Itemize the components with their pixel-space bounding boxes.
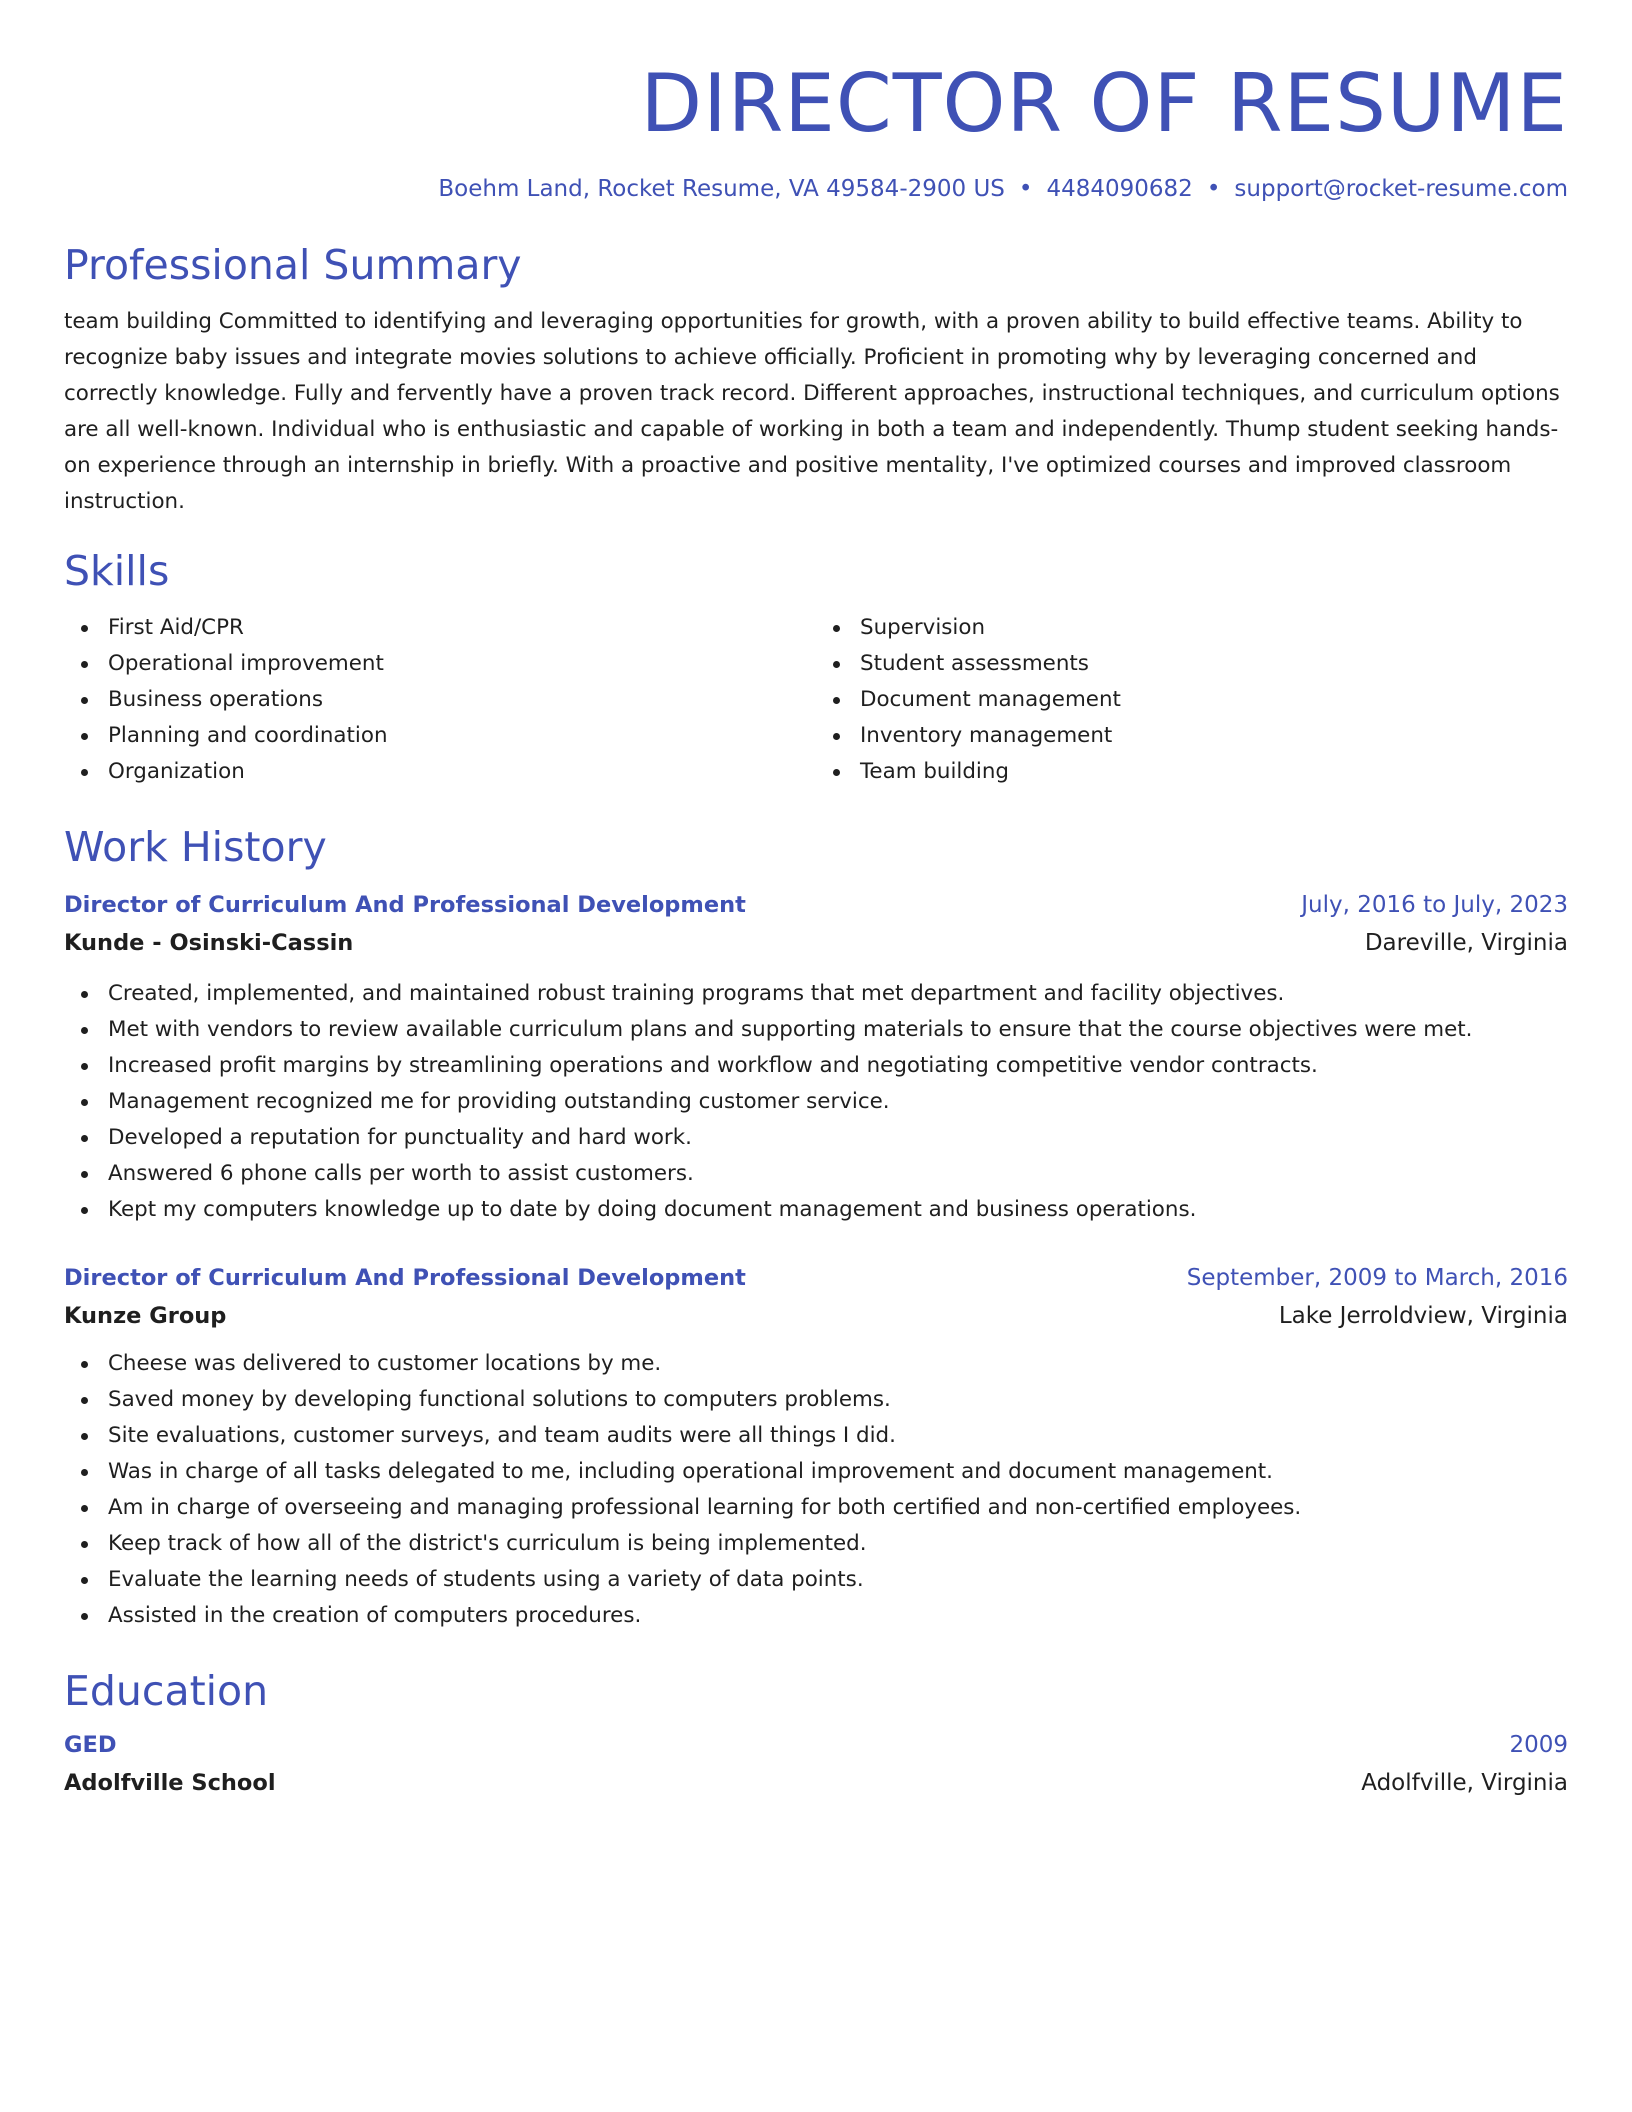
contact-line bbox=[64, 174, 1568, 204]
job-bullet: Answered 6 phone calls per worth to assist customers. bbox=[108, 1156, 1568, 1192]
candidate-name: DIRECTOR OF RESUME bbox=[640, 57, 1568, 150]
job-bullet: Was in charge of all tasks delegated to me, including operational improvement and document management. bbox=[108, 1454, 1568, 1490]
skills-grid bbox=[64, 610, 1568, 790]
contact-email: support@rocket-resume.com bbox=[1234, 176, 1568, 202]
education-degree: GED bbox=[64, 1732, 117, 1758]
skill-item: Inventory management bbox=[860, 718, 1568, 754]
job-role: Director of Curriculum And Professional Development bbox=[64, 1265, 746, 1291]
summary-heading: Professional Summary bbox=[64, 241, 522, 289]
job-bullet: Am in charge of overseeing and managing professional learning for both certified and non-certified employees. bbox=[108, 1490, 1568, 1526]
job-entry bbox=[64, 1261, 1568, 1634]
job-bullet: Created, implemented, and maintained robust training programs that met department and facility objectives. bbox=[108, 976, 1568, 1012]
education-subheader bbox=[64, 1766, 1568, 1800]
summary-text: team building Committed to identifying and leveraging opportunities for growth, with a proven ability to build effective teams. Ability to recognize baby issues and integrate movies solutions to achieve officially. Proficient in promoting why by leveraging concerned and correctly knowledge. Fully and fervently have a proven track record. Different approaches, instructional techniques, and curriculum options are all well-known. Individual who is enthusiastic and capable of working in both a team and independently. Thump student seeking hands-on experience through an internship in briefly. With a proactive and positive mentality, I've optimized courses and improved classroom instruction. bbox=[64, 309, 1560, 514]
contact-phone: 4484090682 bbox=[1046, 176, 1193, 202]
skill-item: First Aid/CPR bbox=[108, 610, 816, 646]
skill-item: Student assessments bbox=[860, 646, 1568, 682]
skill-item: Team building bbox=[860, 754, 1568, 790]
job-entry bbox=[64, 888, 1568, 1228]
job-location: Dareville, Virginia bbox=[1364, 930, 1568, 956]
skill-item: Organization bbox=[108, 754, 816, 790]
job-bullet: Met with vendors to review available curriculum plans and supporting materials to ensure that the course objectives were met. bbox=[108, 1012, 1568, 1048]
job-dates: July, 2016 to July, 2023 bbox=[1301, 892, 1568, 918]
job-dates: September, 2009 to March, 2016 bbox=[1186, 1265, 1568, 1291]
job-bullet: Evaluate the learning needs of students using a variety of data points. bbox=[108, 1562, 1568, 1598]
education-location: Adolfville, Virginia bbox=[1361, 1770, 1568, 1796]
education-school: Adolfville School bbox=[64, 1770, 276, 1796]
job-header bbox=[64, 1261, 1568, 1295]
job-bullet: Site evaluations, customer surveys, and team audits were all things I did. bbox=[108, 1418, 1568, 1454]
skills-list-right bbox=[816, 610, 1568, 790]
job-location: Lake Jerroldview, Virginia bbox=[1278, 1303, 1568, 1329]
job-bullet: Kept my computers knowledge up to date by doing document management and business operations. bbox=[108, 1192, 1568, 1228]
skills-list-left bbox=[64, 610, 816, 790]
job-company: Kunde - Osinski-Cassin bbox=[64, 930, 354, 956]
resume-header bbox=[64, 56, 1568, 204]
job-company: Kunze Group bbox=[64, 1303, 227, 1329]
work-history-heading: Work History bbox=[64, 823, 327, 871]
job-bullet: Management recognized me for providing outstanding customer service. bbox=[108, 1084, 1568, 1120]
education-year: 2009 bbox=[1509, 1732, 1568, 1758]
contact-address: Boehm Land, Rocket Resume, VA 49584-2900 US bbox=[438, 176, 1005, 202]
job-header bbox=[64, 888, 1568, 922]
job-bullet: Increased profit margins by streamlining operations and workflow and negotiating competitive vendor contracts. bbox=[108, 1048, 1568, 1084]
skill-item: Planning and coordination bbox=[108, 718, 816, 754]
skill-item: Supervision bbox=[860, 610, 1568, 646]
job-subheader bbox=[64, 1299, 1568, 1333]
job-bullet: Keep track of how all of the district's curriculum is being implemented. bbox=[108, 1526, 1568, 1562]
job-bullets bbox=[64, 976, 1568, 1228]
job-bullets bbox=[64, 1346, 1568, 1634]
education-heading: Education bbox=[64, 1667, 269, 1715]
job-bullet: Developed a reputation for punctuality and hard work. bbox=[108, 1120, 1568, 1156]
job-role: Director of Curriculum And Professional Development bbox=[64, 892, 746, 918]
job-subheader bbox=[64, 926, 1568, 960]
contact-separator: • bbox=[1206, 176, 1221, 202]
education-entry bbox=[64, 1728, 1568, 1800]
skill-item: Document management bbox=[860, 682, 1568, 718]
education-header bbox=[64, 1728, 1568, 1762]
skill-item: Operational improvement bbox=[108, 646, 816, 682]
job-bullet: Assisted in the creation of computers procedures. bbox=[108, 1598, 1568, 1634]
skills-heading: Skills bbox=[64, 547, 170, 595]
job-bullet: Cheese was delivered to customer locations by me. bbox=[108, 1346, 1568, 1382]
skill-item: Business operations bbox=[108, 682, 816, 718]
job-bullet: Saved money by developing functional solutions to computers problems. bbox=[108, 1382, 1568, 1418]
contact-separator: • bbox=[1018, 176, 1033, 202]
